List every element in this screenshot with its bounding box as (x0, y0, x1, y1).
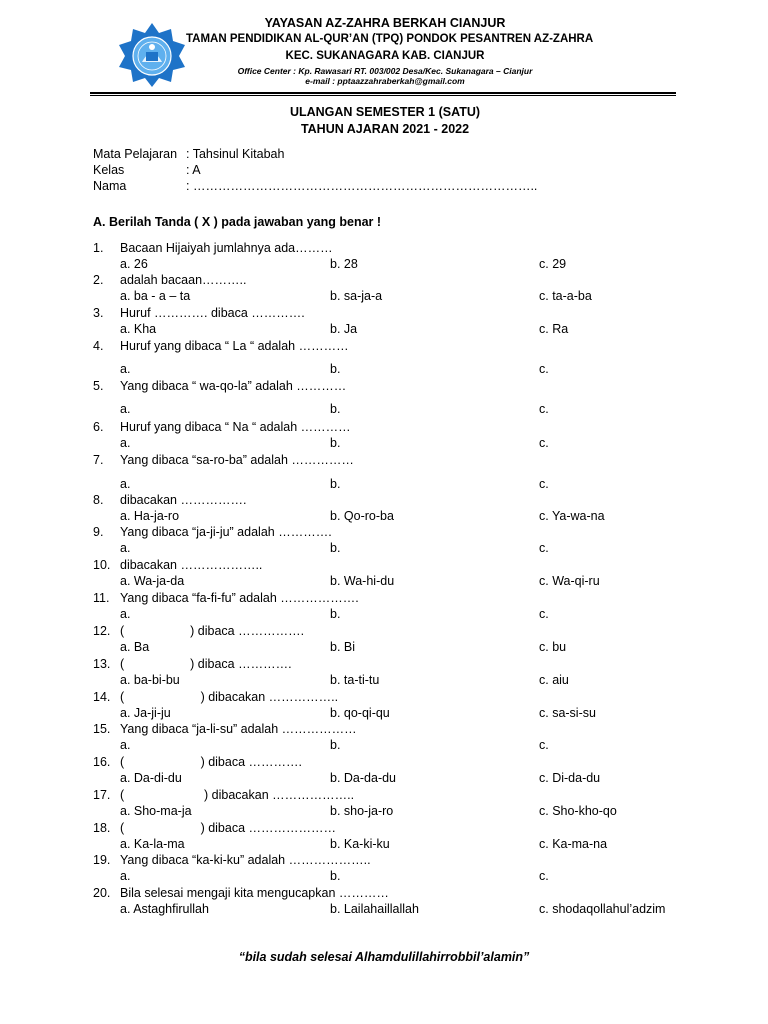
question-text: Yang dibaca “ja-li-su” adalah ……………… (120, 722, 357, 736)
option-b: b. sho-ja-ro (330, 804, 394, 818)
option-b: b. Ja (330, 322, 358, 336)
option-c: c. (539, 477, 549, 491)
question-text: adalah bacaan……….. (120, 273, 247, 287)
header-divider-thick (90, 92, 676, 94)
option-a: a. (120, 869, 131, 883)
option-b: b. (330, 869, 341, 883)
option-c: c. (539, 607, 549, 621)
question-text: Bila selesai mengaji kita mengucapkan ………… (120, 886, 389, 900)
option-c: c. shodaqollahul’adzim (539, 902, 666, 916)
question-text: Huruf yang dibaca “ La “ adalah ………… (120, 339, 349, 353)
question-text: dibacakan ……………. (120, 493, 247, 507)
section-a-instruction: A. Berilah Tanda ( X ) pada jawaban yang benar ! (93, 215, 382, 229)
option-b: b. Qo-ro-ba (330, 509, 394, 523)
option-c: c. (539, 738, 549, 752)
header-school-name: TAMAN PENDIDIKAN AL-QUR’AN (TPQ) PONDOK PESANTREN AZ-ZAHRA (186, 33, 594, 45)
option-c: c. sa-si-su (539, 706, 596, 720)
option-c: c. Ra (539, 322, 569, 336)
header-divider-thin (90, 95, 676, 96)
option-c: c. Ya-wa-na (539, 509, 605, 523)
question-number: 4. (93, 339, 104, 353)
question-text: ( ) dibacakan …………….. (120, 690, 339, 704)
question-text: ( ) dibacakan ……………….. (120, 788, 355, 802)
question-number: 9. (93, 525, 104, 539)
question-number: 12. (93, 624, 111, 638)
name-label: Nama (93, 179, 127, 193)
foundation-logo (116, 22, 188, 88)
header-email: e-mail : pptaazzahraberkah@gmail.com (305, 76, 465, 86)
option-a: a. Astaghfirullah (120, 902, 209, 916)
option-a: a. ba - a – ta (120, 289, 191, 303)
question-text: ( ) dibaca ………………… (120, 821, 337, 835)
subject-value: : Tahsinul Kitabah (186, 147, 285, 161)
option-a: a. (120, 607, 131, 621)
option-c: c. aiu (539, 673, 569, 687)
option-b: b. 28 (330, 257, 358, 271)
question-number: 11. (93, 591, 110, 605)
option-a: a. Ka-la-ma (120, 837, 185, 851)
option-b: b. (330, 477, 341, 491)
question-number: 8. (93, 493, 104, 507)
option-b: b. qo-qi-qu (330, 706, 390, 720)
subject-label: Mata Pelajaran (93, 147, 178, 161)
question-number: 20. (93, 886, 111, 900)
option-b: b. Lailahaillallah (330, 902, 419, 916)
option-c: c. 29 (539, 257, 567, 271)
option-a: a. (120, 477, 131, 491)
option-c: c. (539, 869, 549, 883)
question-number: 19. (93, 853, 111, 867)
header-foundation-name: YAYASAN AZ-ZAHRA BERKAH CIANJUR (264, 16, 506, 30)
option-c: c. Ka-ma-na (539, 837, 608, 851)
question-text: dibacakan ……………….. (120, 558, 263, 572)
option-a: a. Sho-ma-ja (120, 804, 192, 818)
option-b: b. Ka-ki-ku (330, 837, 390, 851)
option-b: b. (330, 402, 341, 416)
question-number: 14. (93, 690, 111, 704)
option-c: c. Wa-qi-ru (539, 574, 600, 588)
question-text: Yang dibaca “sa-ro-ba” adalah …………… (120, 453, 354, 467)
option-b: b. sa-ja-a (330, 289, 383, 303)
option-b: b. Bi (330, 640, 356, 654)
question-number: 3. (93, 306, 104, 320)
question-text: Yang dibaca “ja-ji-ju” adalah …………. (120, 525, 332, 539)
question-number: 15. (93, 722, 111, 736)
question-number: 2. (93, 273, 104, 287)
option-c: c. ta-a-ba (539, 289, 592, 303)
header-address: Office Center : Kp. Rawasari RT. 003/002 Desa/Kec. Sukanagara – Cianjur (237, 66, 533, 76)
question-number: 7. (93, 453, 104, 467)
class-label: Kelas (93, 163, 125, 177)
exam-title: ULANGAN SEMESTER 1 (SATU) (289, 105, 481, 119)
question-text: Yang dibaca “ wa-qo-la” adalah ………… (120, 379, 347, 393)
option-c: c. (539, 436, 549, 450)
option-a: a. (120, 436, 131, 450)
option-c: c. (539, 402, 549, 416)
question-number: 1. (93, 241, 104, 255)
option-c: c. (539, 541, 549, 555)
question-number: 5. (93, 379, 104, 393)
option-c: c. Di-da-du (539, 771, 601, 785)
question-number: 6. (93, 420, 104, 434)
option-b: b. (330, 362, 341, 376)
question-number: 18. (93, 821, 111, 835)
option-b: b. ta-ti-tu (330, 673, 380, 687)
option-a: a. Da-di-du (120, 771, 182, 785)
option-a: a. Wa-ja-da (120, 574, 185, 588)
option-b: b. (330, 738, 341, 752)
question-text: Bacaan Hijaiyah jumlahnya ada……… (120, 241, 333, 255)
option-b: b. (330, 436, 341, 450)
option-c: c. bu (539, 640, 567, 654)
option-c: c. (539, 362, 549, 376)
option-a: a. (120, 362, 131, 376)
question-text: Yang dibaca “ka-ki-ku” adalah ……………….. (120, 853, 371, 867)
name-field: : ……………………………………………………………………….. (186, 179, 538, 193)
academic-year: TAHUN AJARAN 2021 - 2022 (300, 122, 470, 136)
class-value: : A (186, 163, 201, 177)
option-c: c. Sho-kho-qo (539, 804, 617, 818)
header-district: KEC. SUKANAGARA KAB. CIANJUR (285, 50, 485, 62)
option-a: a. (120, 738, 131, 752)
option-a: a. Ha-ja-ro (120, 509, 180, 523)
question-text: ( ) dibaca ……………. (120, 624, 305, 638)
option-b: b. Da-da-du (330, 771, 397, 785)
option-a: a. Ba (120, 640, 150, 654)
question-number: 17. (93, 788, 111, 802)
question-text: ( ) dibaca …………. (120, 657, 292, 671)
question-text: Yang dibaca “fa-fi-fu” adalah ………………. (120, 591, 359, 605)
option-b: b. (330, 541, 341, 555)
question-number: 10. (93, 558, 111, 572)
question-text: ( ) dibaca …………. (120, 755, 302, 769)
option-a: a. ba-bi-bu (120, 673, 180, 687)
closing-reminder: “bila sudah selesai Alhamdulillahirrobbil’alamin” (238, 950, 530, 964)
option-a: a. Ja-ji-ju (120, 706, 171, 720)
option-a: a. 26 (120, 257, 148, 271)
question-number: 13. (93, 657, 111, 671)
option-a: a. Kha (120, 322, 157, 336)
question-text: Huruf yang dibaca “ Na “ adalah ………… (120, 420, 351, 434)
option-b: b. (330, 607, 341, 621)
option-a: a. (120, 402, 131, 416)
question-number: 16. (93, 755, 111, 769)
option-a: a. (120, 541, 131, 555)
option-b: b. Wa-hi-du (330, 574, 395, 588)
question-text: Huruf …………. dibaca …………. (120, 306, 305, 320)
